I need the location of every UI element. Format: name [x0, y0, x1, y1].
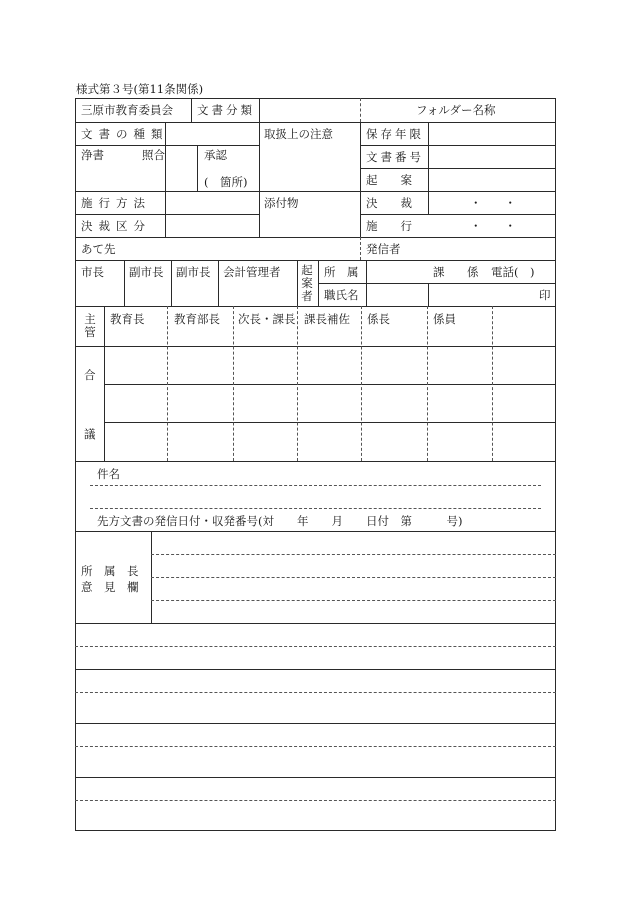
shiko-date: ・ ・ — [470, 219, 516, 233]
dashed-rule — [151, 577, 556, 578]
ai-label: 合 — [84, 368, 96, 382]
dashed-rule — [233, 306, 234, 461]
doc-kind-label: 文書の種類 — [81, 127, 169, 141]
opinion-label-line1: 所 属 長 — [81, 564, 139, 578]
rule — [124, 260, 125, 306]
shonin-label: 承認 — [204, 148, 227, 162]
rule — [75, 145, 259, 146]
shogo-label: 照合 — [142, 148, 165, 162]
kasho-label: ( 箇所) — [204, 175, 248, 189]
rule — [360, 214, 556, 215]
rule — [428, 283, 429, 306]
rule — [75, 777, 556, 778]
dashed-rule — [361, 306, 362, 461]
council-col-6: 係員 — [433, 312, 456, 326]
org-name: 三原市教育委員会 — [81, 103, 173, 117]
rule — [75, 214, 259, 215]
tel-label: 電話( ) — [491, 265, 535, 279]
reference-line: 先方文書の発信日付・収発番号(対 年 月 日付 第 号) — [97, 514, 463, 528]
kessai-date: ・ ・ — [470, 196, 516, 210]
title-name-label: 職氏名 — [324, 288, 359, 302]
sender-label: 発信者 — [366, 242, 401, 256]
folder-name-label: フォルダー名称 — [416, 103, 496, 117]
shukan-label: 主管 — [84, 312, 96, 339]
rule — [360, 122, 361, 237]
mayor-label: 市長 — [81, 265, 104, 279]
rule — [75, 669, 556, 670]
rule — [297, 260, 298, 306]
form-number: 様式第３号(第11条関係) — [76, 82, 204, 96]
dashed-rule — [151, 600, 556, 601]
accountant-label: 会計管理者 — [223, 265, 281, 279]
dashed-rule — [90, 508, 541, 509]
dashed-rule — [151, 554, 556, 555]
council-col-5: 係長 — [367, 312, 390, 326]
rule — [318, 260, 319, 306]
dashed-rule — [167, 306, 168, 461]
rule — [75, 260, 556, 261]
rule — [75, 346, 556, 347]
rule — [259, 98, 260, 237]
dashed-rule — [75, 746, 556, 747]
council-col-3: 次長・課長 — [238, 312, 296, 326]
rule — [75, 723, 556, 724]
rule — [360, 168, 556, 169]
dept-label: 所 属 — [324, 265, 359, 279]
doc-number-label: 文書番号 — [366, 150, 424, 164]
vice-mayor-2-label: 副市長 — [176, 265, 211, 279]
addressee-label: あて先 — [81, 242, 116, 256]
gi-label: 議 — [84, 427, 96, 441]
dashed-rule — [297, 306, 298, 461]
rule — [75, 461, 556, 462]
kakari-label: 係 — [467, 265, 479, 279]
dashed-rule — [75, 692, 556, 693]
rule — [104, 384, 556, 385]
opinion-label-line2: 意 見 欄 — [81, 580, 139, 594]
dashed-rule — [75, 800, 556, 801]
vice-mayor-1-label: 副市長 — [129, 265, 164, 279]
rule — [75, 237, 556, 238]
rule — [104, 422, 556, 423]
shiko-label: 施 行 — [366, 219, 412, 233]
rule — [191, 98, 192, 122]
rule — [171, 260, 172, 306]
seal-mark: 印 — [539, 288, 551, 302]
seisho-label: 浄書 — [81, 148, 104, 162]
rule — [75, 191, 556, 192]
dashed-rule — [360, 98, 361, 122]
kessai-label: 決 裁 — [366, 196, 412, 210]
council-col-2: 教育部長 — [174, 312, 220, 326]
rule — [104, 306, 105, 461]
retention-label: 保存年限 — [366, 127, 424, 141]
rule — [428, 122, 429, 214]
doc-class-label: 文書分類 — [197, 103, 255, 117]
rule — [75, 531, 556, 532]
rule — [360, 145, 556, 146]
handling-label: 取扱上の注意 — [264, 127, 333, 141]
rule — [75, 306, 556, 307]
drafter-label: 起案者 — [301, 263, 313, 303]
dashed-rule — [90, 485, 541, 486]
rule — [75, 122, 556, 123]
rule — [318, 283, 556, 284]
kessai-kubun-label: 決裁区分 — [81, 219, 151, 233]
subject-label: 件名 — [97, 467, 120, 481]
dashed-rule — [75, 646, 556, 647]
shiko-method-label: 施行方法 — [81, 196, 151, 210]
attachment-label: 添付物 — [264, 196, 299, 210]
rule — [218, 260, 219, 306]
dashed-rule — [492, 306, 493, 461]
ka-label: 課 — [433, 265, 445, 279]
dashed-rule — [360, 237, 361, 260]
council-col-1: 教育長 — [110, 312, 145, 326]
kian-label: 起 案 — [366, 173, 412, 187]
rule — [197, 145, 198, 191]
council-col-4: 課長補佐 — [304, 312, 350, 326]
dashed-rule — [427, 306, 428, 461]
rule — [75, 623, 556, 624]
rule — [366, 260, 367, 306]
